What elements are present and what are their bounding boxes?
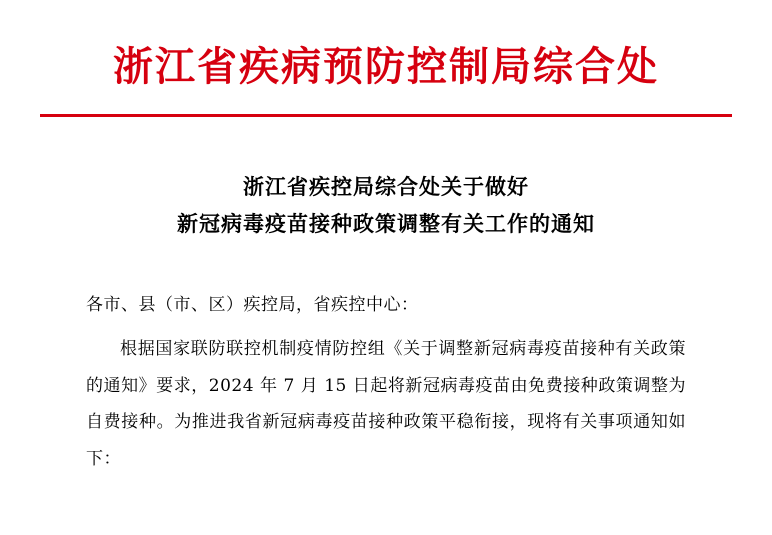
body-salutation: 各市、县（市、区）疾控局，省疾控中心：: [86, 294, 419, 315]
letterhead: [0, 0, 772, 117]
letterhead-divider: [40, 114, 732, 117]
document-title-line-2: 新冠病毒疫苗接种政策调整有关工作的通知: [177, 210, 595, 236]
letterhead-title: 浙江省疾病预防控制局综合处: [113, 43, 659, 90]
document-body: [86, 287, 686, 478]
document-title: [0, 169, 772, 243]
body-paragraph-1: 根据国家联防联控机制疫情防控组《关于调整新冠病毒疫苗接种有关政策的通知》要求，2024 年 7 月 15 日起将新冠病毒疫苗由免费接种政策调整为自费接种。为推进我省新冠病毒疫苗接种政策平稳衔接，现将有关事项通知如下：: [86, 339, 686, 469]
document-title-line-1: 浙江省疾控局综合处关于做好: [243, 174, 529, 199]
